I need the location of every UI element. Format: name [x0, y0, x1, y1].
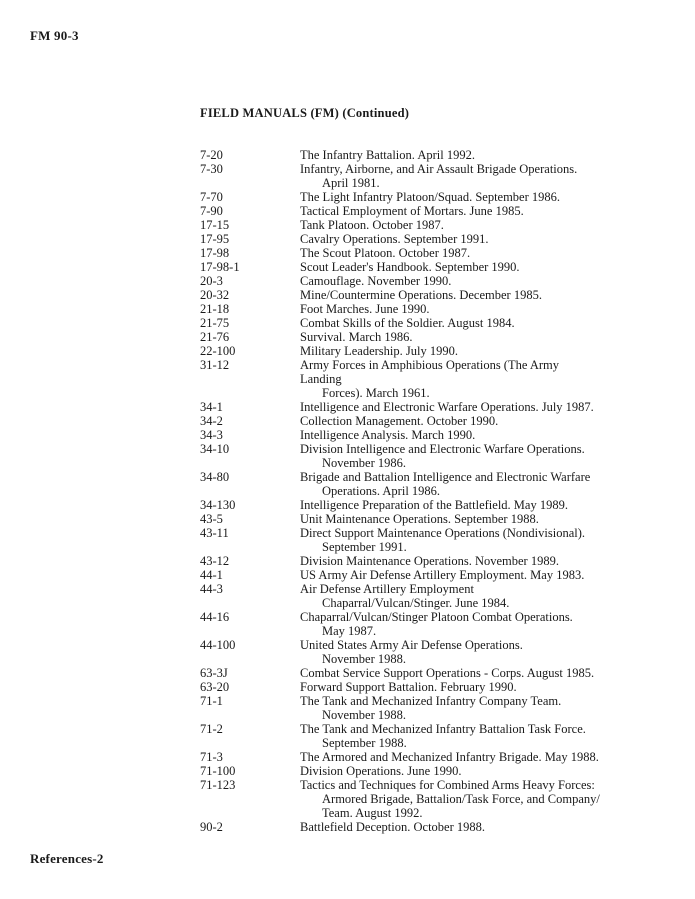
manual-title-line: Intelligence and Electronic Warfare Operations. July 1987.	[300, 400, 594, 414]
manual-entry	[200, 344, 620, 358]
manual-title-continuation: September 1991.	[322, 540, 407, 554]
manual-title-line: Survival. March 1986.	[300, 330, 413, 344]
manual-entry	[200, 512, 620, 526]
manual-title	[300, 750, 600, 764]
manual-title	[300, 568, 600, 582]
manual-title-continuation: Armored Brigade, Battalion/Task Force, and Company/	[322, 792, 600, 806]
manual-title-line: Tactics and Techniques for Combined Arms Heavy Forces:	[300, 778, 595, 792]
manual-title-continuation: November 1988.	[322, 652, 407, 666]
manual-title-continuation: Team. August 1992.	[322, 806, 423, 820]
manual-title-line: Intelligence Analysis. March 1990.	[300, 428, 476, 442]
manual-number: 63-20	[200, 680, 230, 694]
manual-entry	[200, 442, 620, 470]
manual-title-line: Foot Marches. June 1990.	[300, 302, 430, 316]
manual-number: 20-32	[200, 288, 230, 302]
manual-number: 43-12	[200, 554, 230, 568]
manual-number: 71-100	[200, 764, 236, 778]
manual-title	[300, 232, 600, 246]
manual-entry	[200, 554, 620, 568]
manual-number: 7-70	[200, 190, 223, 204]
manual-entry	[200, 148, 620, 162]
manual-title	[300, 288, 600, 302]
manual-entry	[200, 274, 620, 288]
manual-number: 20-3	[200, 274, 223, 288]
manual-entry	[200, 610, 620, 638]
manual-entry	[200, 232, 620, 246]
manual-title	[300, 638, 600, 666]
manual-title-line: Scout Leader's Handbook. September 1990.	[300, 260, 520, 274]
manual-entry	[200, 428, 620, 442]
manual-number: 43-5	[200, 512, 223, 526]
manual-title	[300, 218, 600, 232]
manual-list	[200, 148, 620, 834]
manual-number: 34-130	[200, 498, 236, 512]
manual-number: 17-15	[200, 218, 230, 232]
manual-title	[300, 162, 600, 190]
manual-title	[300, 414, 600, 428]
manual-title-line: United States Army Air Defense Operations.	[300, 638, 523, 652]
manual-entry	[200, 666, 620, 680]
manual-number: 17-98	[200, 246, 230, 260]
manual-title-line: The Tank and Mechanized Infantry Company Team.	[300, 694, 562, 708]
manual-entry	[200, 778, 620, 820]
manual-entry	[200, 568, 620, 582]
document-header: FM 90-3	[30, 28, 79, 43]
manual-title	[300, 204, 600, 218]
manual-entry	[200, 204, 620, 218]
manual-number: 7-30	[200, 162, 223, 176]
manual-title	[300, 428, 600, 442]
manual-title	[300, 680, 600, 694]
manual-entry	[200, 316, 620, 330]
manual-title-line: Unit Maintenance Operations. September 1988.	[300, 512, 539, 526]
manual-title-line: Division Operations. June 1990.	[300, 764, 462, 778]
manual-title-line: Brigade and Battalion Intelligence and Electronic Warfare	[300, 470, 591, 484]
manual-title-line: Cavalry Operations. September 1991.	[300, 232, 489, 246]
manual-title-line: Intelligence Preparation of the Battlefield. May 1989.	[300, 498, 568, 512]
manual-title	[300, 302, 600, 316]
manual-title-line: Army Forces in Amphibious Operations (The Army Landing	[300, 358, 559, 386]
manual-title	[300, 442, 600, 470]
manual-entry	[200, 288, 620, 302]
manual-number: 71-3	[200, 750, 223, 764]
manual-number: 43-11	[200, 526, 229, 540]
manual-title	[300, 526, 600, 554]
manual-number: 7-20	[200, 148, 223, 162]
manual-title-continuation: April 1981.	[322, 176, 380, 190]
manual-number: 7-90	[200, 204, 223, 218]
manual-entry	[200, 526, 620, 554]
manual-title-line: Camouflage. November 1990.	[300, 274, 452, 288]
manual-title-line: Division Intelligence and Electronic Warfare Operations.	[300, 442, 585, 456]
manual-title	[300, 246, 600, 260]
manual-number: 34-80	[200, 470, 230, 484]
manual-title	[300, 694, 600, 722]
manual-title-continuation: Operations. April 1986.	[322, 484, 441, 498]
manual-title-line: The Scout Platoon. October 1987.	[300, 246, 471, 260]
manual-entry	[200, 330, 620, 344]
manual-number: 31-12	[200, 358, 230, 372]
manual-title-line: Mine/Countermine Operations. December 1985.	[300, 288, 542, 302]
manual-number: 17-95	[200, 232, 230, 246]
manual-title	[300, 260, 600, 274]
manual-title-line: Air Defense Artillery Employment	[300, 582, 474, 596]
manual-title	[300, 512, 600, 526]
manual-entry	[200, 680, 620, 694]
manual-entry	[200, 400, 620, 414]
manual-title	[300, 148, 600, 162]
manual-title-line: Battlefield Deception. October 1988.	[300, 820, 486, 834]
manual-title	[300, 778, 600, 820]
manual-title-line: The Infantry Battalion. April 1992.	[300, 148, 475, 162]
manual-entry	[200, 190, 620, 204]
manual-title-line: Forward Support Battalion. February 1990.	[300, 680, 517, 694]
document-content	[200, 106, 620, 834]
manual-title	[300, 554, 600, 568]
manual-number: 63-3J	[200, 666, 228, 680]
manual-number: 34-3	[200, 428, 223, 442]
manual-title	[300, 316, 600, 330]
manual-title	[300, 190, 600, 204]
manual-entry	[200, 638, 620, 666]
manual-title	[300, 330, 600, 344]
manual-number: 71-2	[200, 722, 223, 736]
manual-entry	[200, 260, 620, 274]
manual-entry	[200, 694, 620, 722]
manual-title	[300, 666, 600, 680]
manual-title-continuation: November 1986.	[322, 456, 407, 470]
manual-entry	[200, 358, 620, 400]
manual-entry	[200, 470, 620, 498]
manual-number: 21-18	[200, 302, 230, 316]
manual-number: 34-2	[200, 414, 223, 428]
manual-title	[300, 470, 600, 498]
manual-title	[300, 722, 600, 750]
manual-title-line: Division Maintenance Operations. November 1989.	[300, 554, 559, 568]
manual-entry	[200, 750, 620, 764]
manual-title	[300, 400, 600, 414]
manual-title-line: Military Leadership. July 1990.	[300, 344, 458, 358]
manual-title-line: The Tank and Mechanized Infantry Battalion Task Force.	[300, 722, 586, 736]
manual-title-continuation: Chaparral/Vulcan/Stinger. June 1984.	[322, 596, 510, 610]
manual-title-line: Tank Platoon. October 1987.	[300, 218, 444, 232]
manual-title-line: Combat Skills of the Soldier. August 1984.	[300, 316, 515, 330]
manual-number: 17-98-1	[200, 260, 240, 274]
manual-entry	[200, 162, 620, 190]
manual-number: 44-1	[200, 568, 223, 582]
manual-title-line: Direct Support Maintenance Operations (Nondivisional).	[300, 526, 585, 540]
manual-entry	[200, 302, 620, 316]
manual-entry	[200, 722, 620, 750]
manual-number: 21-75	[200, 316, 230, 330]
manual-title-continuation: November 1988.	[322, 708, 407, 722]
manual-title	[300, 820, 600, 834]
manual-title-line: Tactical Employment of Mortars. June 1985.	[300, 204, 524, 218]
manual-title-line: Infantry, Airborne, and Air Assault Brigade Operations.	[300, 162, 578, 176]
manual-title-line: US Army Air Defense Artillery Employment. May 1983.	[300, 568, 585, 582]
manual-title-continuation: September 1988.	[322, 736, 407, 750]
manual-number: 34-1	[200, 400, 223, 414]
manual-entry	[200, 582, 620, 610]
manual-title-line: Chaparral/Vulcan/Stinger Platoon Combat Operations.	[300, 610, 573, 624]
manual-entry	[200, 764, 620, 778]
manual-number: 90-2	[200, 820, 223, 834]
manual-number: 22-100	[200, 344, 236, 358]
manual-entry	[200, 820, 620, 834]
manual-number: 34-10	[200, 442, 230, 456]
manual-entry	[200, 246, 620, 260]
manual-number: 44-100	[200, 638, 236, 652]
manual-title	[300, 274, 600, 288]
manual-number: 71-123	[200, 778, 236, 792]
manual-title-line: Combat Service Support Operations - Corps. August 1985.	[300, 666, 595, 680]
manual-title	[300, 610, 600, 638]
manual-entry	[200, 414, 620, 428]
manual-title-line: The Armored and Mechanized Infantry Brigade. May 1988.	[300, 750, 599, 764]
manual-entry	[200, 498, 620, 512]
page-footer: References-2	[30, 851, 104, 866]
manual-title	[300, 344, 600, 358]
manual-title	[300, 358, 600, 400]
manual-title-continuation: Forces). March 1961.	[322, 386, 430, 400]
manual-title	[300, 582, 600, 610]
section-title: FIELD MANUALS (FM) (Continued)	[200, 106, 410, 120]
manual-title	[300, 764, 600, 778]
manual-title	[300, 498, 600, 512]
manual-number: 21-76	[200, 330, 230, 344]
manual-title-line: The Light Infantry Platoon/Squad. September 1986.	[300, 190, 561, 204]
manual-entry	[200, 218, 620, 232]
manual-number: 44-16	[200, 610, 230, 624]
manual-number: 44-3	[200, 582, 223, 596]
manual-title-continuation: May 1987.	[322, 624, 377, 638]
manual-number: 71-1	[200, 694, 223, 708]
manual-title-line: Collection Management. October 1990.	[300, 414, 499, 428]
